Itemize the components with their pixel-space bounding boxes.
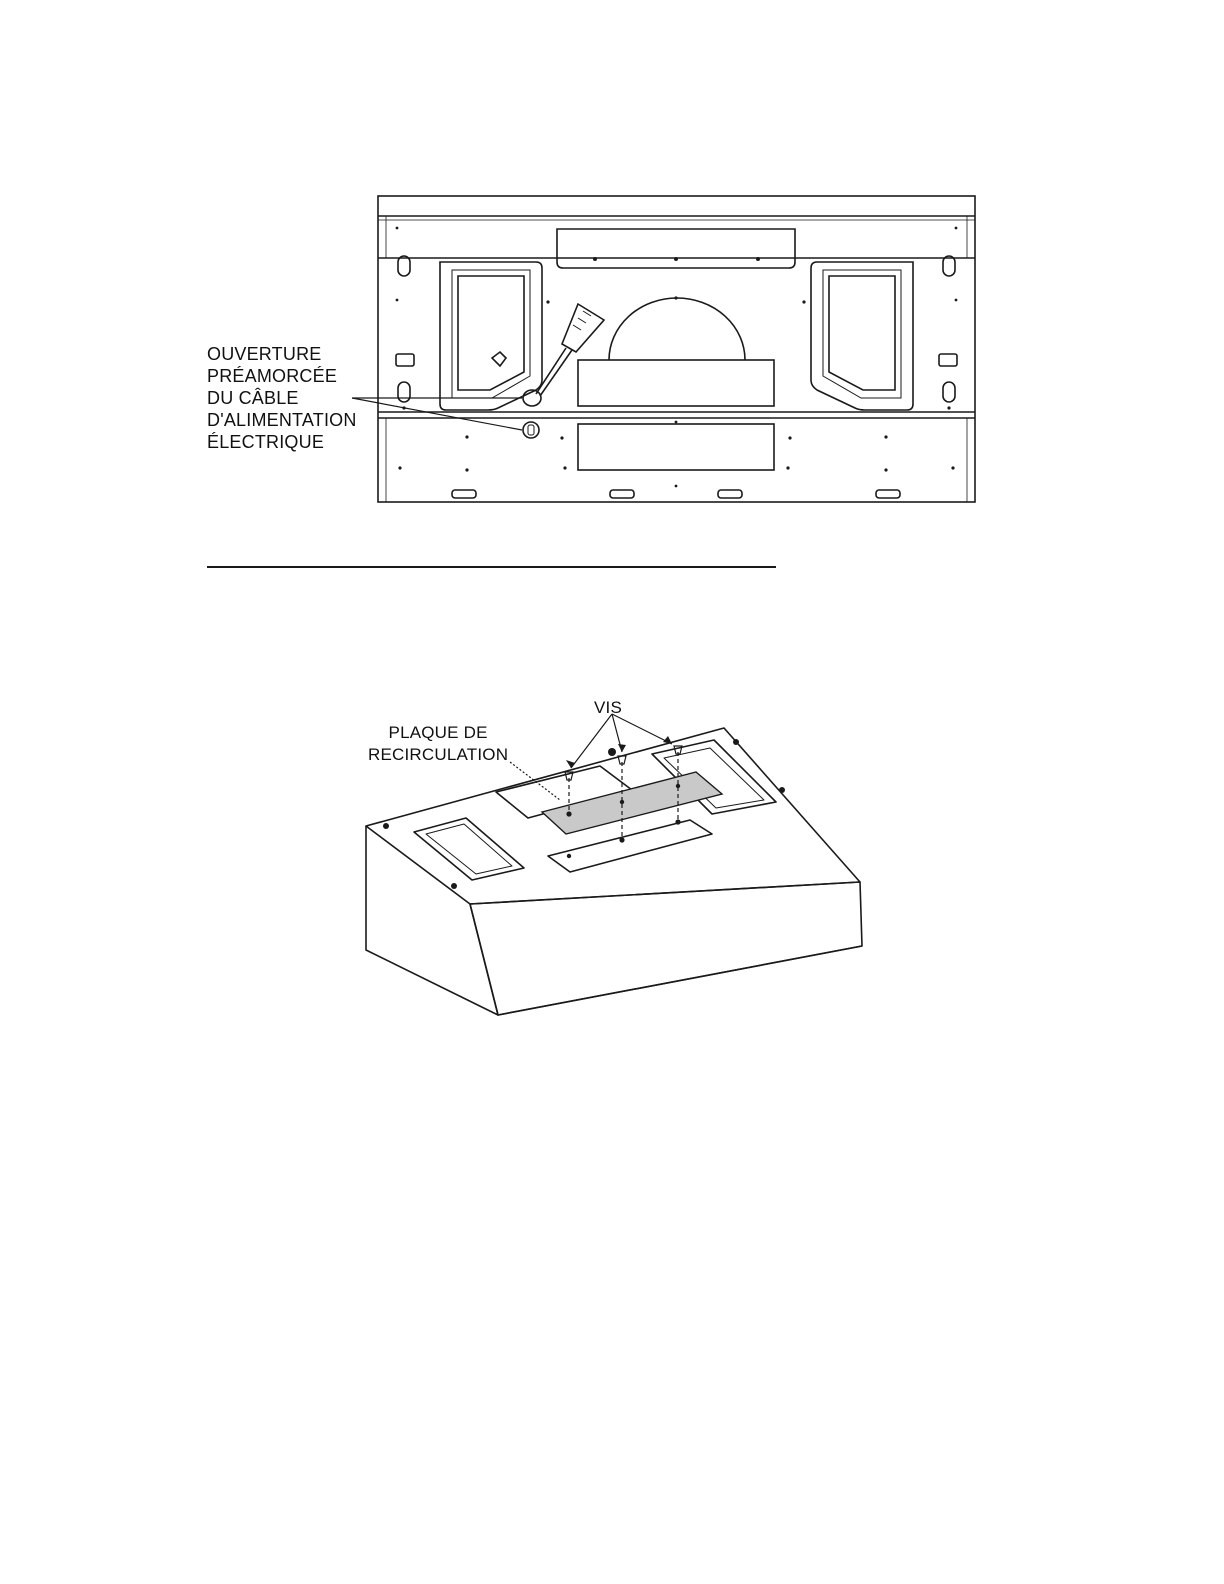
callout-line-3: DU CÂBLE — [207, 388, 299, 408]
plaque-line-2: RECIRCULATION — [368, 745, 509, 764]
hood-left-face — [366, 826, 498, 1015]
callout-line-5: ÉLECTRIQUE — [207, 432, 325, 452]
callout-line-2: PRÉAMORCÉE — [207, 366, 338, 386]
plaque-leader — [510, 762, 560, 800]
hood-front-face — [470, 882, 862, 1015]
plaque-line-1: PLAQUE DE — [388, 723, 488, 742]
recirculation-plate-callout — [368, 722, 508, 766]
iso-left-filter — [414, 818, 524, 880]
screws-callout: VIS — [594, 698, 623, 717]
callout-line-4: D'ALIMENTATION — [207, 410, 357, 430]
callout-line-1: OUVERTURE — [207, 344, 322, 364]
